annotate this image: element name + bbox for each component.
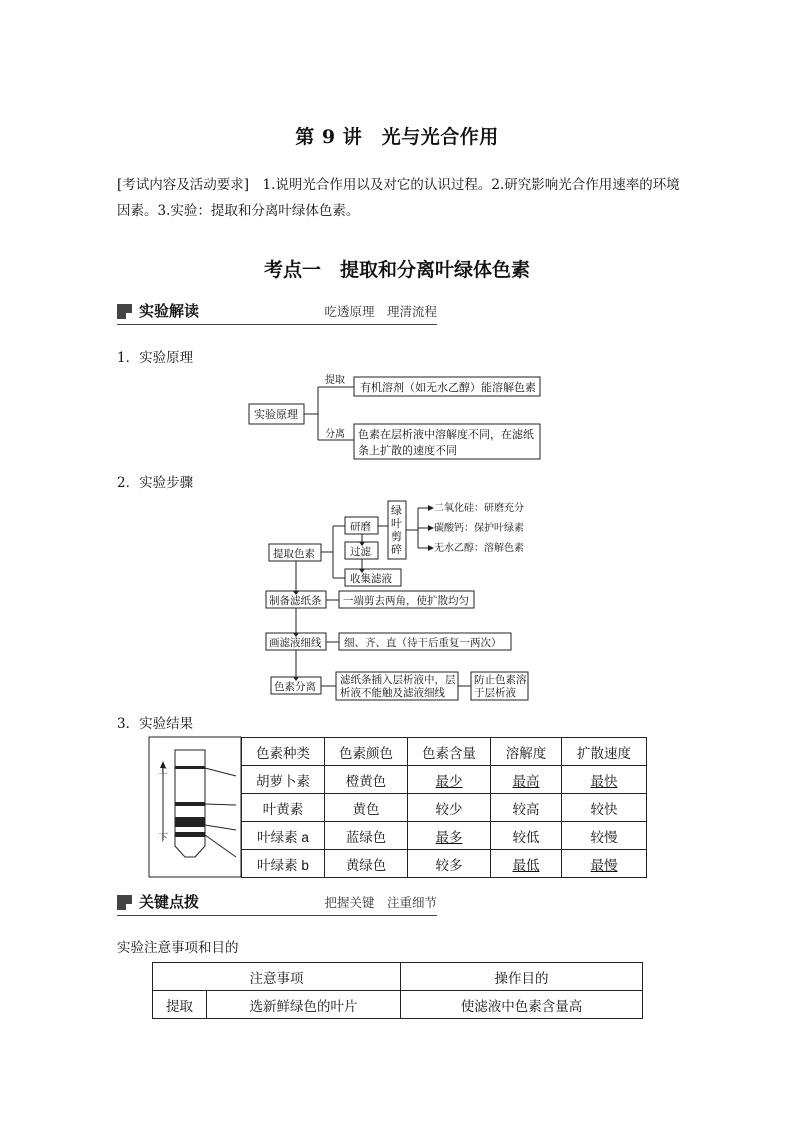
header-cell: 色素颜色 <box>325 738 408 766</box>
step-separate-note2: 析液不能触及滤液细线 <box>340 687 445 699</box>
table-cell: 叶绿素 b <box>242 850 325 878</box>
underlined-value: 最高 <box>512 773 540 789</box>
table-header-row <box>153 963 643 991</box>
step-collect-label: 收集滤液 <box>350 573 392 585</box>
header-cell: 溶解度 <box>491 738 562 766</box>
table-cell: 黄绿色 <box>325 850 408 878</box>
section-tagline: 把握关键 注重细节 <box>324 895 437 910</box>
label-up: 上 <box>158 765 168 776</box>
notes-heading: 实验注意事项和目的 <box>117 940 239 956</box>
table-cell: 胡萝卜素 <box>242 766 325 794</box>
section-header-keypoints <box>117 891 437 916</box>
principle-branch-separate: 分离 <box>325 429 345 440</box>
underlined-value: 最低 <box>512 857 540 873</box>
table-cell: 使滤液中色素含量高 <box>401 991 643 1019</box>
principle-heading: 1．实验原理 <box>117 350 194 366</box>
principle-separate-line2: 条上扩散的速度不同 <box>358 444 457 457</box>
step-paper-label: 制备滤纸条 <box>269 595 322 607</box>
section-label: 实验解读 <box>139 302 200 320</box>
table-cell: 选新鲜绿色的叶片 <box>207 991 401 1019</box>
step-paper-note: 一端剪去两角，使扩散均匀 <box>343 595 469 607</box>
table-cell: 提取 <box>153 991 207 1019</box>
step-extract-label: 提取色素 <box>273 548 315 560</box>
steps-heading: 2．实验步骤 <box>117 475 194 491</box>
section-label: 关键点拨 <box>139 893 200 911</box>
underlined-value: 最多 <box>435 829 463 845</box>
notes-table <box>152 962 643 1019</box>
header-cell: 色素种类 <box>242 738 325 766</box>
chromatogram-cell <box>149 738 242 878</box>
table-cell: 蓝绿色 <box>325 822 408 850</box>
step-line-label: 画滤液细线 <box>269 637 322 649</box>
header-cell: 色素含量 <box>408 738 491 766</box>
step-prevent2: 于层析液 <box>474 687 516 699</box>
section-square-icon <box>117 895 132 910</box>
step-leaves-char3: 剪 <box>391 530 402 543</box>
table-cell <box>562 766 647 794</box>
step-leaves-char2: 叶 <box>391 517 402 530</box>
principle-root-label: 实验原理 <box>254 408 298 421</box>
underlined-value: 最少 <box>435 773 463 789</box>
step-ethanol: 无水乙醇：溶解色素 <box>434 543 524 554</box>
principle-branch-extract: 提取 <box>325 375 345 386</box>
table-cell <box>491 766 562 794</box>
table-cell <box>562 850 647 878</box>
intro-text: 1.说明光合作用以及对它的认识过程。2.研究影响光合作用速率的环境因素。3.实验：提取和分离叶绿体色素。 <box>117 177 680 219</box>
header-cell: 扩散速度 <box>562 738 647 766</box>
table-cell: 叶绿素 a <box>242 822 325 850</box>
step-grind-label: 研磨 <box>350 521 371 533</box>
step-separate-note1: 滤纸条插入层析液中，层 <box>340 674 456 686</box>
table-cell <box>408 766 491 794</box>
table-row <box>153 991 643 1019</box>
principle-extract-text: 有机溶剂（如无水乙醇）能溶解色素 <box>360 381 536 394</box>
table-cell: 较少 <box>408 794 491 822</box>
step-caco3: 碳酸钙：保护叶绿素 <box>434 523 524 534</box>
step-line-note: 细、齐、直（待干后重复一两次） <box>344 637 502 649</box>
step-separate-label: 色素分离 <box>274 681 316 693</box>
results-table <box>149 737 647 878</box>
step-leaves-char1: 绿 <box>391 504 402 517</box>
table-cell: 橙黄色 <box>325 766 408 794</box>
table-cell: 较快 <box>562 794 647 822</box>
underlined-value: 最快 <box>590 773 618 789</box>
table-cell: 较多 <box>408 850 491 878</box>
step-prevent1: 防止色素溶 <box>474 674 527 686</box>
table-cell: 黄色 <box>325 794 408 822</box>
header-cell: 注意事项 <box>153 963 401 991</box>
results-heading: 3．实验结果 <box>117 716 194 732</box>
step-leaves-char4: 碎 <box>391 543 402 556</box>
section-subtitle: 考点一 提取和分离叶绿体色素 <box>263 259 530 281</box>
underlined-value: 最慢 <box>590 857 618 873</box>
principle-separate-line1: 色素在层析液中溶解度不同，在滤纸 <box>358 428 534 441</box>
page-title: 第 9 讲 光与光合作用 <box>295 126 499 148</box>
step-sio2: 二氧化硅：研磨充分 <box>434 503 524 514</box>
section-tagline: 吃透原理 理清流程 <box>324 304 437 319</box>
step-filter-label: 过滤 <box>350 546 371 558</box>
table-header-row <box>149 738 647 766</box>
intro-bracket: [考试内容及活动要求] <box>117 177 250 193</box>
table-cell: 叶黄素 <box>242 794 325 822</box>
table-cell: 较低 <box>491 822 562 850</box>
header-cell: 操作目的 <box>401 963 643 991</box>
label-down: 下 <box>158 833 168 844</box>
table-cell <box>408 822 491 850</box>
table-cell: 较慢 <box>562 822 647 850</box>
table-cell <box>491 850 562 878</box>
table-cell: 较高 <box>491 794 562 822</box>
